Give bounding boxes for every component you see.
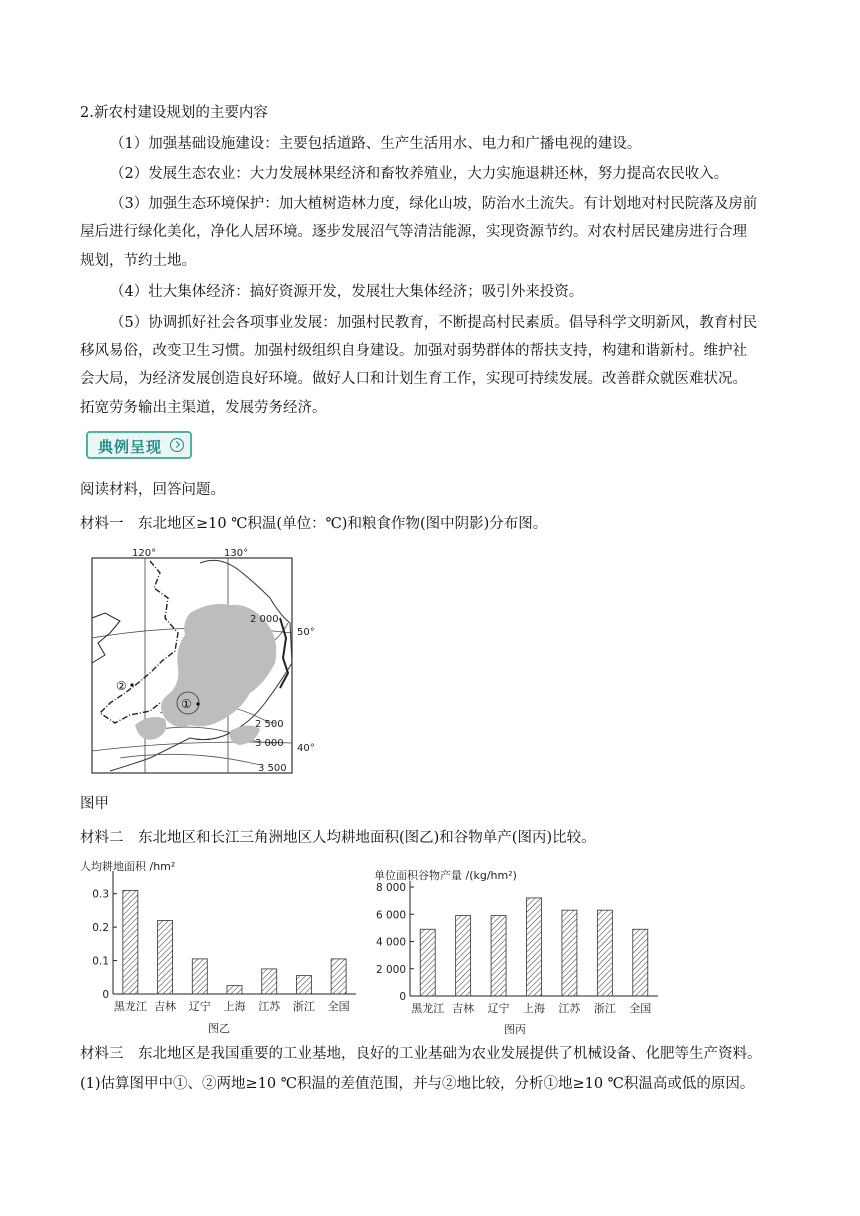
- bar: [296, 976, 311, 994]
- paragraph-item-5-line-4: 拓宽劳务输出主渠道，发展劳务经济。: [80, 400, 327, 416]
- material-2-text: 材料二 东北地区和长江三角洲地区人均耕地面积(图乙)和谷物单产(图丙)比较。: [80, 830, 596, 846]
- material-1-text: 材料一 东北地区≥10 ℃积温(单位：℃)和粮食作物(图中阴影)分布图。: [80, 516, 548, 532]
- y-tick-label: 0.1: [92, 955, 109, 968]
- bar: [456, 916, 471, 996]
- x-tick-label: 浙江: [593, 1002, 616, 1015]
- x-tick-label: 吉林: [452, 1002, 475, 1015]
- point-2-label: ②: [116, 679, 127, 693]
- x-tick-label: 上海: [523, 1002, 545, 1015]
- bar: [527, 898, 542, 996]
- bar: [491, 916, 506, 996]
- bar: [192, 959, 207, 994]
- example-badge: [86, 431, 192, 459]
- map-lat-label: 50°: [297, 627, 315, 638]
- paragraph-item-5-line-1: （5）协调抓好社会各项事业发展：加强村民教育，不断提高村民素质。倡导科学文明新风，教育村民: [110, 315, 758, 331]
- bar: [633, 929, 648, 996]
- map-lon-label: 130°: [224, 548, 249, 559]
- y-tick-label: 6 000: [375, 909, 406, 922]
- x-tick-label: 上海: [223, 1000, 246, 1013]
- bar: [420, 929, 435, 996]
- x-tick-label: 黑龙江: [411, 1002, 445, 1015]
- material-3-text: 材料三 东北地区是我国重要的工业基地，良好的工业基础为农业发展提供了机械设备、化肥等生产资料。: [80, 1046, 762, 1062]
- y-tick-label: 0.2: [92, 922, 109, 935]
- bar: [227, 986, 242, 994]
- isotherm-label: 2 000: [250, 614, 279, 625]
- paragraph-item-2: （2）发展生态农业：大力发展林果经济和畜牧养殖业，大力实施退耕还林，努力提高农民收入。: [110, 166, 729, 182]
- bar: [262, 969, 277, 994]
- chart-c-caption: 图丙: [504, 1023, 526, 1036]
- map-lat-label: 40°: [297, 743, 315, 754]
- y-tick-label: 8 000: [375, 882, 406, 894]
- x-tick-label: 江苏: [558, 1002, 581, 1015]
- paragraph-item-3-line-2: 屋后进行绿化美化，净化人居环境。逐步发展沼气等清洁能源，实现资源节约。对农村居民建房进行合理: [80, 224, 747, 240]
- paragraph-item-3-line-3: 规划，节约土地。: [80, 253, 196, 269]
- chart-c-ylabel: 单位面积谷物产量 /(kg/hm²): [374, 869, 517, 882]
- bar: [123, 890, 138, 994]
- bar: [562, 910, 577, 996]
- question-1-text: (1)估算图甲中①、②两地≥10 ℃积温的差值范围，并与②地比较，分析①地≥10 ℃积温高或低的原因。: [80, 1076, 755, 1092]
- paragraph-item-5-line-3: 会大局，为经济发展创造良好环境。做好人口和计划生育工作，实现可持续发展。改善群众就医难状况。: [80, 371, 747, 387]
- bar: [331, 959, 346, 994]
- bar: [597, 910, 612, 996]
- isotherm-label: 3 500: [258, 763, 287, 774]
- y-tick-label: 0: [102, 989, 109, 1001]
- point-1-label: ①: [181, 697, 192, 711]
- y-tick-label: 0: [399, 991, 406, 1003]
- chart-grain-yield-per-area: [372, 863, 662, 1041]
- x-tick-label: 浙江: [292, 1000, 315, 1013]
- y-tick-label: 2 000: [375, 963, 406, 976]
- bar: [158, 920, 173, 994]
- x-tick-label: 吉林: [154, 1000, 177, 1013]
- chart-b-ylabel: 人均耕地面积 /hm²: [80, 860, 176, 873]
- map-lon-label: 120°: [132, 548, 157, 559]
- x-tick-label: 黑龙江: [113, 1000, 147, 1013]
- chart-arable-land-per-capita: [80, 856, 360, 1041]
- isotherm-label: 3 000: [255, 738, 284, 749]
- paragraph-item-1: （1）加强基础设施建设：主要包括道路、生产生活用水、电力和广播电视的建设。: [110, 136, 642, 152]
- x-tick-label: 全国: [327, 1000, 350, 1013]
- x-tick-label: 江苏: [258, 1000, 281, 1013]
- chart-b-caption: 图乙: [208, 1022, 230, 1035]
- paragraph-item-4: （4）壮大集体经济：搞好资源开发，发展壮大集体经济；吸引外来投资。: [110, 284, 584, 300]
- paragraph-item-5-line-2: 移风易俗，改变卫生习惯。加强村级组织自身建设。加强对弱势群体的帮扶支持，构建和谐新村。维护社: [80, 343, 747, 359]
- isotherm-label: 2 500: [255, 719, 284, 730]
- y-tick-label: 4 000: [375, 936, 406, 949]
- x-tick-label: 辽宁: [487, 1002, 510, 1015]
- paragraph-item-3-line-1: （3）加强生态环境保护：加大植树造林力度，绿化山坡，防治水土流失。有计划地对村民院落及房前: [110, 196, 758, 212]
- example-badge-label: 典例呈现: [98, 438, 163, 456]
- x-tick-label: 全国: [629, 1002, 652, 1015]
- northeast-map: [80, 543, 335, 776]
- map-caption: 图甲: [80, 796, 109, 812]
- chevron-right-icon: [170, 438, 184, 452]
- section-heading: 2.新农村建设规划的主要内容: [80, 105, 268, 121]
- y-tick-label: 0.3: [92, 888, 109, 901]
- question-intro: 阅读材料，回答问题。: [80, 482, 225, 498]
- x-tick-label: 辽宁: [188, 1000, 211, 1013]
